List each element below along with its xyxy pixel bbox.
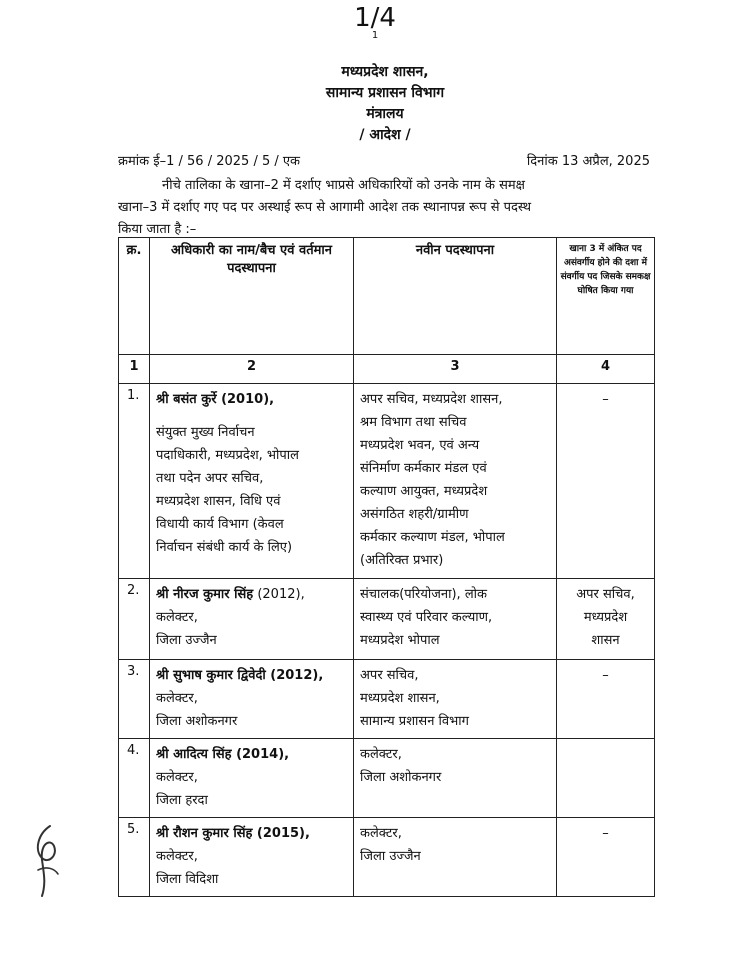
officer-cell [150,739,354,818]
header-officer: अधिकारी का नाम/बैच एवं वर्तमान पदस्थापना [150,238,354,355]
new-posting-line: संनिर्माण कर्मकार मंडल एवं [360,461,487,476]
table-row [119,579,655,660]
colnum-4: 4 [557,355,655,384]
new-posting-line: कलेक्टर, [360,826,402,841]
page-subnumber: 1 [371,30,379,41]
equivalent-line: अपर सचिव, [576,587,635,602]
new-posting-line: सामान्य प्रशासन विभाग [360,714,469,729]
equivalent-line: शासन [591,633,620,648]
posting-table [118,237,655,897]
intro-line-2: खाना–3 में दर्शाए गए पद पर अस्थाई रूप से आगामी आदेश तक स्थानापन्न रूप से पदस्थ [118,200,532,215]
table-row [119,818,655,897]
current-posting-line: संयुक्त मुख्य निर्वाचन [156,425,255,440]
current-posting-line: कलेक्टर, [156,691,198,706]
table-row [119,660,655,739]
current-posting-line: जिला उज्जैन [156,633,217,648]
current-posting-line: निर्वाचन संबंधी कार्य के लिए) [156,540,293,555]
new-posting-line: श्रम विभाग तथा सचिव [360,415,467,430]
current-posting-line: जिला हरदा [156,793,208,808]
new-posting-line: कलेक्टर, [360,747,402,762]
officer-cell [150,579,354,660]
signature-mark [28,820,68,900]
row-serial: 2. [119,579,150,660]
officer-batch: (2012), [253,587,305,602]
colnum-1: 1 [119,355,150,384]
officer-name: श्री बसंत कुर्रे (2010), [156,392,275,407]
current-posting-line: पदाधिकारी, मध्यप्रदेश, भोपाल [156,448,299,463]
heading-government: मध्यप्रदेश शासन, [341,64,429,80]
new-posting-line: अपर सचिव, मध्यप्रदेश शासन, [360,392,503,407]
intro-line-3: किया जाता है :– [118,222,197,237]
new-posting-line: जिला उज्जैन [360,849,421,864]
new-posting-line: स्वास्थ्य एवं परिवार कल्याण, [360,610,493,625]
document-heading [0,62,750,146]
new-posting-line: मध्यप्रदेश भोपाल [360,633,440,648]
row-serial: 3. [119,660,150,739]
current-posting-line: तथा पदेन अपर सचिव, [156,471,264,486]
officer-cell [150,660,354,739]
intro-line-1: नीचे तालिका के खाना–2 में दर्शाए भाप्रसे अधिकारियों को उनके नाम के समक्ष [162,178,525,193]
officer-name: श्री रौशन कुमार सिंह (2015), [156,826,310,841]
intro-paragraph [118,175,652,241]
heading-order: / आदेश / [359,127,411,143]
order-number: क्रमांक ई–1 / 56 / 2025 / 5 / एक [118,154,301,169]
equivalent-cell [557,579,655,660]
colnum-2: 2 [150,355,354,384]
table-row [119,384,655,579]
equivalent-line: – [602,392,609,407]
heading-ministry: मंत्रालय [366,106,404,122]
new-posting-line: संचालक(परियोजना), लोक [360,587,487,602]
current-posting-line: कलेक्टर, [156,770,198,785]
new-posting-line: कर्मकार कल्याण मंडल, भोपाल [360,530,505,545]
new-posting-line: अपर सचिव, [360,668,419,683]
current-posting-line: मध्यप्रदेश शासन, विधि एवं [156,494,281,509]
current-posting-line: जिला विदिशा [156,872,219,887]
equivalent-line: – [602,668,609,683]
equivalent-cell [557,739,655,818]
new-posting-line: (अतिरिक्त प्रभार) [360,553,444,568]
equivalent-cell [557,384,655,579]
header-new-posting: नवीन पदस्थापना [354,238,557,355]
new-posting-line: जिला अशोकनगर [360,770,442,785]
heading-department: सामान्य प्रशासन विभाग [325,85,445,101]
table-header-row [119,238,655,355]
row-serial: 5. [119,818,150,897]
new-posting-line: मध्यप्रदेश भवन, एवं अन्य [360,438,480,453]
new-posting-line: असंगठित शहरी/ग्रामीण [360,507,469,522]
column-number-row [119,355,655,384]
new-posting-cell [354,579,557,660]
equivalent-line: मध्यप्रदेश [583,610,628,625]
equivalent-line: – [602,826,609,841]
officer-name: श्री सुभाष कुमार द्विवेदी (2012), [156,668,324,683]
officer-name: श्री नीरज कुमार सिंह [156,587,254,602]
row-serial: 1. [119,384,150,579]
order-date: दिनांक 13 अप्रैल, 2025 [526,154,650,169]
officer-name: श्री आदित्य सिंह (2014), [156,747,290,762]
new-posting-line: मध्यप्रदेश शासन, [360,691,440,706]
header-serial: क्र. [119,238,150,355]
current-posting-line: विधायी कार्य विभाग (केवल [156,517,284,532]
officer-cell [150,384,354,579]
equivalent-cell [557,660,655,739]
row-serial: 4. [119,739,150,818]
current-posting-line: कलेक्टर, [156,610,198,625]
officer-cell [150,818,354,897]
new-posting-cell [354,739,557,818]
current-posting-line: कलेक्टर, [156,849,198,864]
new-posting-cell [354,660,557,739]
new-posting-cell [354,818,557,897]
new-posting-cell [354,384,557,579]
equivalent-cell [557,818,655,897]
page-number: 1/4 [354,3,396,33]
new-posting-line: कल्याण आयुक्त, मध्यप्रदेश [360,484,488,499]
current-posting-line: जिला अशोकनगर [156,714,238,729]
header-equivalent: खाना 3 में अंकित पद असंवर्गीय होने की दशा में संवर्गीय पद जिसके समकक्ष घोषित किया गया [557,238,655,355]
colnum-3: 3 [354,355,557,384]
table-row [119,739,655,818]
